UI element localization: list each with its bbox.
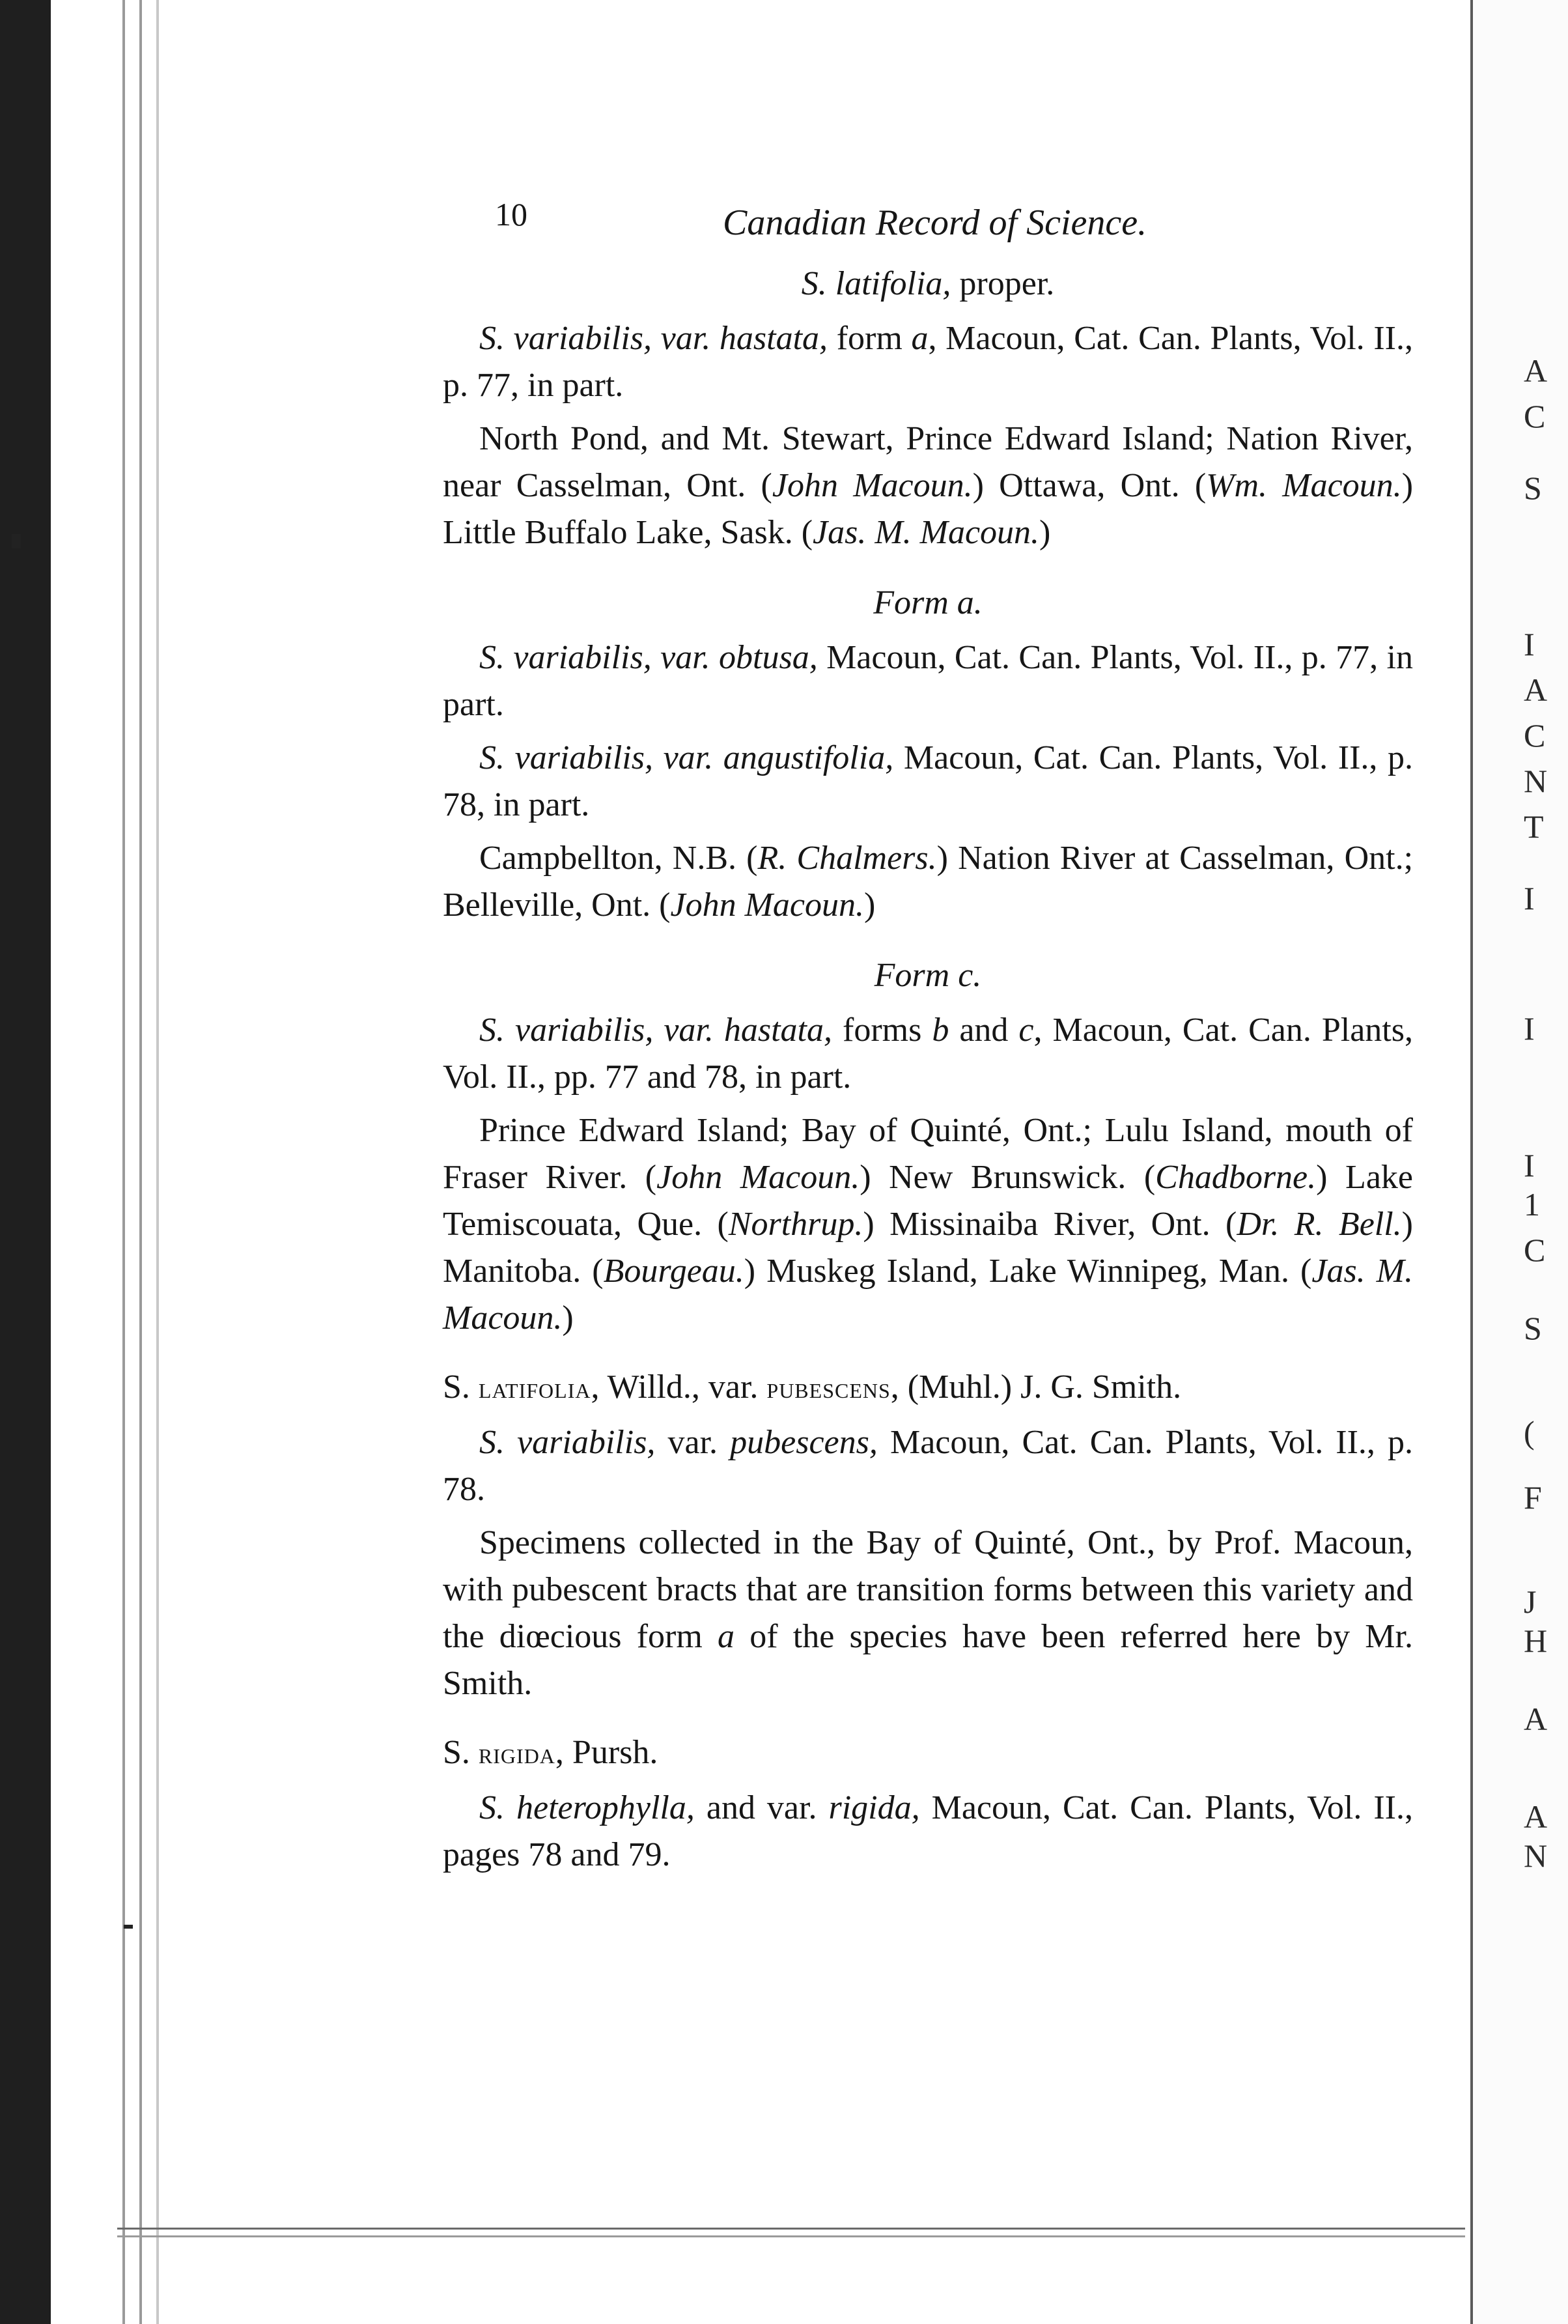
synonym-taxon: S. variabilis, var. hastata, <box>479 1012 833 1049</box>
scan-edge-left <box>0 0 51 2324</box>
locality-text: ) Little Buffalo Lake, Sask. ( <box>443 467 1414 551</box>
locality-text: ) Manitoba. ( <box>443 1206 1413 1290</box>
synonym-paragraph <box>443 1419 1413 1513</box>
bleed-letter: N <box>1524 763 1548 799</box>
locality-paragraph <box>443 835 1413 929</box>
scan-edge-right-line <box>1470 0 1473 2324</box>
bleed-letter: A <box>1524 352 1548 389</box>
bleed-letter: I <box>1524 880 1535 916</box>
note-text: of the species have been referred here by Mr. Smith. <box>443 1618 1413 1702</box>
note-paragraph <box>443 1520 1413 1707</box>
species-genus: S. <box>443 1368 479 1406</box>
synonym-paragraph <box>443 315 1413 409</box>
collector-name: Northrup. <box>728 1206 863 1243</box>
collector-name: Dr. R. Bell. <box>1237 1206 1402 1243</box>
bleed-letter: S <box>1524 1310 1542 1346</box>
bleed-letter: I <box>1524 626 1535 662</box>
collector-name: John Macoun. <box>772 467 973 504</box>
page-number: 10 <box>495 196 527 233</box>
locality-text: ) New Brunswick. ( <box>860 1159 1156 1196</box>
synonym-citation: Macoun, Cat. Can. Plants, Vol. II., p. 78, in part. <box>443 739 1413 823</box>
locality-text: ) <box>863 886 876 924</box>
locality-text: ) <box>1039 514 1051 551</box>
collector-name: Wm. Macoun. <box>1206 467 1402 504</box>
species-name: latifolia <box>478 1371 591 1404</box>
page-header <box>443 189 1413 261</box>
locality-text: ) Ottawa, Ont. ( <box>972 467 1207 504</box>
synonym-text: var. <box>655 1424 731 1461</box>
species-name: rigida <box>478 1736 555 1770</box>
synonym-paragraph <box>443 1007 1413 1101</box>
synonym-citation: , Macoun, Cat. Can. Plants, Vol. II., p. 77, in part. <box>443 320 1413 404</box>
species-authority: , Willd., var. <box>591 1368 767 1406</box>
page-bottom-edge <box>117 2235 1465 2237</box>
synonym-text: form <box>828 320 912 357</box>
synonym-citation: , Macoun, Cat. Can. Plants, Vol. II., pp. 77 and 78, in part. <box>443 1012 1413 1096</box>
bleed-letter: A <box>1524 1701 1548 1737</box>
locality-text: ) Nation River at Casselman, Ont.; Belleville, Ont. ( <box>443 840 1414 924</box>
bleed-letter: A <box>1524 1798 1548 1835</box>
locality-text: ) Missinaiba River, Ont. ( <box>863 1206 1237 1243</box>
heading-taxon: S. latifolia, <box>801 265 951 302</box>
species-authority: , Pursh. <box>555 1734 658 1771</box>
scan-edge-right <box>1470 0 1568 2324</box>
synonym-taxon: S. heterophylla, <box>479 1789 695 1826</box>
bleed-letter: F <box>1524 1479 1542 1516</box>
synonym-text: and <box>949 1012 1019 1049</box>
synonym-form: b <box>932 1012 949 1049</box>
collector-name: Jas. M. Macoun. <box>813 514 1040 551</box>
gutter-line <box>156 0 159 2324</box>
bleed-letter: T <box>1524 808 1544 845</box>
section-heading: Form a. <box>873 584 983 621</box>
locality-paragraph <box>443 1107 1413 1342</box>
collector-name: Bourgeau. <box>603 1253 744 1290</box>
bleed-letter: S <box>1524 470 1542 506</box>
bleed-letter: C <box>1524 1232 1546 1268</box>
bleed-letter: 1 <box>1524 1186 1540 1223</box>
section-heading <box>443 261 1413 307</box>
synonym-variety: rigida, <box>828 1789 920 1826</box>
bleed-letter: N <box>1524 1837 1548 1874</box>
synonym-form: c <box>1018 1012 1034 1049</box>
locality-text: ) Lake Temiscouata, Que. ( <box>443 1159 1413 1243</box>
gutter-line <box>139 0 142 2324</box>
bleed-letter: C <box>1524 717 1546 754</box>
locality-text: North Pond, and Mt. Stewart, Prince Edward Island; Nation River, near Casselman, Ont. ( <box>443 420 1413 504</box>
collector-name: R. Chalmers. <box>757 840 937 877</box>
note-form: a <box>718 1618 735 1655</box>
species-entry <box>443 1729 1413 1777</box>
species-genus: S. <box>443 1734 479 1771</box>
scan-speck <box>12 534 21 548</box>
locality-paragraph <box>443 416 1413 556</box>
synonym-paragraph <box>443 735 1413 829</box>
synonym-form: a <box>911 320 929 357</box>
bleed-letter: I <box>1524 1147 1535 1183</box>
bleed-letter: ( <box>1524 1414 1535 1451</box>
bleed-letter: I <box>1524 1010 1535 1047</box>
locality-text: Campbellton, N.B. ( <box>479 840 758 877</box>
bleed-letter: J <box>1524 1583 1537 1620</box>
running-head: Canadian Record of Science. <box>723 203 1147 243</box>
synonym-taxon: S. variabilis, var. obtusa, <box>479 639 818 676</box>
page-text-block <box>443 189 1413 1885</box>
variety-name: pubescens <box>766 1371 891 1404</box>
bleed-letter: A <box>1524 672 1548 708</box>
synonym-text: and var. <box>694 1789 829 1826</box>
synonym-taxon: S. variabilis, var. hastata, <box>479 320 828 357</box>
synonym-paragraph <box>443 1785 1413 1878</box>
synonym-paragraph <box>443 634 1413 728</box>
page-bottom-edge <box>117 2228 1465 2230</box>
bleed-letter: H <box>1524 1623 1548 1659</box>
scan-speck <box>124 1925 133 1929</box>
synonym-variety: pubescens, <box>730 1424 878 1461</box>
section-heading: Form c. <box>874 957 982 994</box>
heading-text: proper. <box>951 265 1055 302</box>
synonym-citation: Macoun, Cat. Can. Plants, Vol. II., p. 77, in part. <box>443 639 1413 723</box>
bleed-letter: C <box>1524 398 1546 434</box>
synonym-taxon: S. variabilis, <box>479 1424 656 1461</box>
collector-name: Jas. M. Macoun. <box>443 1253 1413 1337</box>
note-text: Specimens collected in the Bay of Quinté, Ont., by Prof. Macoun, with pubescent bracts that are transition forms between this variety and the diœcious form <box>443 1524 1413 1655</box>
synonym-citation: Macoun, Cat. Can. Plants, Vol. II., p. 78. <box>443 1424 1414 1508</box>
synonym-text: forms <box>832 1012 932 1049</box>
locality-text: Prince Edward Island; Bay of Quinté, Ont.; Lulu Island, mouth of Fraser River. ( <box>443 1112 1413 1196</box>
species-authority: , (Muhl.) J. G. Smith. <box>890 1368 1182 1406</box>
gutter-line <box>122 0 125 2324</box>
collector-name: John Macoun. <box>656 1159 860 1196</box>
locality-text: ) Muskeg Island, Lake Winnipeg, Man. ( <box>744 1253 1312 1290</box>
species-entry <box>443 1364 1413 1411</box>
synonym-citation: Macoun, Cat. Can. Plants, Vol. II., pages 78 and 79. <box>443 1789 1414 1873</box>
locality-text: ) <box>562 1299 574 1337</box>
collector-name: John Macoun. <box>670 886 864 924</box>
synonym-taxon: S. variabilis, var. angustifolia, <box>479 739 894 776</box>
collector-name: Chadborne. <box>1155 1159 1317 1196</box>
